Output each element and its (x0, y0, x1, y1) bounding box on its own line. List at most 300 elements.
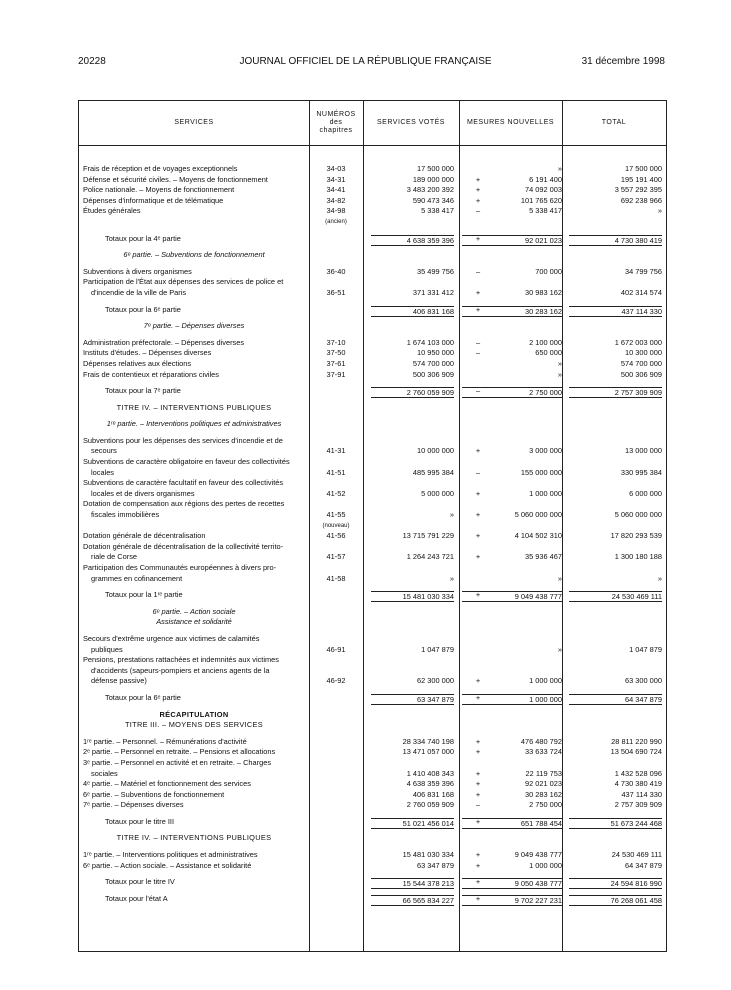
services-votes-value: 5 000 000 (421, 488, 454, 498)
row-label: Totaux pour l'état A (105, 893, 168, 903)
mesures-value: » (557, 369, 562, 379)
mesures-sign: – (475, 348, 481, 358)
mesures-value (454, 655, 562, 666)
table-row (79, 790, 666, 801)
table-row (79, 521, 666, 532)
chapter-number (309, 737, 363, 748)
table-row (79, 370, 666, 381)
total-value: 24 594 816 990 (569, 878, 662, 889)
mesures-sign: + (475, 736, 481, 746)
row-label: Études générales (83, 206, 141, 216)
chapter-number: 36-40 (326, 266, 346, 276)
services-votes-value: » (449, 510, 454, 520)
total-value: 64 347 879 (569, 694, 662, 705)
chapter-number: 41-55 (326, 510, 346, 520)
services-votes-value: 28 334 740 198 (402, 736, 454, 746)
mesures-sign: – (475, 467, 481, 477)
total-row (79, 305, 666, 316)
row-label: 6ᵉ partie. – Action sociale (152, 606, 236, 616)
mesures-sign: + (475, 195, 481, 205)
row-label: sociales (91, 768, 118, 778)
total-value: 13 000 000 (625, 446, 662, 456)
budget-table (78, 100, 667, 952)
services-votes-value (363, 542, 454, 553)
row-label: 2ᵉ partie. – Personnel en retraite. – Pensions et allocations (83, 747, 276, 757)
table-row (79, 510, 666, 521)
services-votes-value: 189 000 000 (412, 174, 454, 184)
table-row (79, 634, 666, 645)
chapter-number: 46-91 (326, 644, 346, 654)
row-label: Participation des Communautés européennes à divers pro- (83, 563, 277, 572)
services-votes-value: 3 483 200 392 (406, 185, 454, 195)
mesures-value: 651 788 454 (462, 818, 562, 829)
row-label: Subventions de caractère obligatoire en faveur des collectivités (83, 457, 290, 467)
total-value: 13 504 690 724 (610, 747, 662, 757)
row-label: riale de Corse (91, 552, 138, 562)
mesures-sign: + (475, 816, 481, 826)
services-votes-value: 10 000 000 (417, 446, 454, 456)
chapter-number: 34-31 (326, 174, 346, 184)
services-votes-value: 17 500 000 (417, 164, 454, 173)
mesures-value (454, 563, 562, 574)
row-label: d'incendie de la ville de Paris (91, 287, 187, 297)
mesures-sign: + (475, 531, 481, 541)
row-label: Administration préfectorale. – Dépenses diverses (83, 337, 245, 347)
total-value: 17 820 293 539 (610, 531, 662, 541)
row-label: Dépenses d'informatique et de télématique (83, 195, 224, 205)
table-row (79, 769, 666, 780)
row-label: TITRE III. – MOYENS DES SERVICES (124, 720, 263, 730)
services-votes-value: 406 831 168 (371, 306, 454, 317)
services-votes-value: 62 300 000 (417, 676, 454, 686)
page-number: 20228 (78, 56, 106, 67)
row-label: 1ʳᵉ partie. – Interventions politiques et administratives (83, 850, 258, 860)
mesures-value: 2 100 000 (529, 337, 562, 347)
services-votes-value: 500 306 909 (412, 369, 454, 379)
services-votes-value (363, 563, 454, 574)
mesures-sign: + (475, 893, 481, 903)
services-votes-value: 10 950 000 (417, 348, 454, 358)
table-row (79, 779, 666, 790)
services-votes-value: 51 021 456 014 (371, 818, 454, 829)
mesures-value: » (557, 358, 562, 368)
total-value (562, 666, 662, 677)
mesures-sign: + (475, 304, 481, 314)
table-row (79, 861, 666, 872)
row-label: 3ᵉ partie. – Personnel en activité et en retraite. – Charges (83, 757, 272, 767)
mesures-value: 30 283 162 (525, 789, 562, 799)
table-row (79, 758, 666, 769)
table-row (79, 348, 666, 359)
row-label: secours (91, 446, 117, 456)
services-votes-value: 4 638 359 396 (371, 235, 454, 246)
mesures-sign: + (475, 768, 481, 778)
chapter-number: 41-56 (326, 531, 346, 541)
mesures-sign: + (475, 233, 481, 243)
total-value (562, 758, 662, 769)
mesures-sign: + (475, 590, 481, 600)
header-total: TOTAL (601, 119, 627, 126)
table-row (79, 196, 666, 207)
total-value (562, 436, 662, 447)
chapter-number (309, 850, 363, 861)
mesures-value: 650 000 (535, 348, 562, 358)
mesures-value: 4 104 502 310 (514, 531, 562, 541)
mesures-sign: + (475, 174, 481, 184)
mesures-value: 30 283 162 (462, 306, 562, 317)
total-value: 10 300 000 (625, 348, 662, 358)
table-row (79, 531, 666, 542)
services-votes-value: 15 481 030 334 (371, 591, 454, 602)
services-votes-value (363, 655, 454, 666)
table-row (79, 288, 666, 299)
mesures-value: 101 765 620 (520, 195, 562, 205)
mesures-value: 3 000 000 (529, 446, 562, 456)
chapter-number (309, 457, 363, 468)
chapter-number: 41-57 (326, 552, 346, 562)
total-value: 330 995 384 (620, 467, 662, 477)
mesures-sign: + (475, 488, 481, 498)
row-label: Pensions, prestations rattachées et indemnités aux victimes (83, 655, 279, 665)
total-value: 24 530 469 111 (569, 591, 662, 602)
header-chapitres-line: NUMÉROS (316, 111, 356, 118)
row-label: locales (91, 467, 115, 477)
total-value: 76 268 061 458 (569, 895, 662, 906)
section-heading (79, 617, 666, 628)
table-row (79, 676, 666, 687)
chapter-number (309, 877, 363, 888)
mesures-value: 6 191 400 (529, 174, 562, 184)
services-votes-value (363, 457, 454, 468)
mesures-sign: + (475, 552, 481, 562)
total-value: 437 114 330 (621, 789, 662, 799)
mesures-value: 22 119 753 (525, 768, 562, 778)
mesures-value (454, 499, 562, 510)
section-heading (79, 710, 666, 721)
chapter-number (309, 590, 363, 601)
table-row (79, 737, 666, 748)
mesures-value (454, 436, 562, 447)
chapter-number: 37-91 (326, 369, 346, 379)
row-label: Frais de réception et de voyages exceptionnels (83, 164, 238, 173)
chapter-number: 41-58 (326, 573, 346, 583)
services-votes-value: 1 410 408 343 (406, 768, 454, 778)
row-label (83, 521, 309, 532)
total-value: 574 700 000 (620, 358, 662, 368)
total-value: 402 314 574 (620, 287, 662, 297)
mesures-sign: – (475, 386, 481, 396)
chapter-number (309, 790, 363, 801)
table-row (79, 457, 666, 468)
row-label: fiscales immobilières (91, 510, 160, 520)
services-votes-value: 15 481 030 334 (402, 850, 454, 860)
table-row (79, 850, 666, 861)
services-votes-value: 2 760 059 909 (406, 800, 454, 810)
section-heading (79, 720, 666, 731)
mesures-sign: + (475, 676, 481, 686)
mesures-value (454, 666, 562, 677)
total-row (79, 877, 666, 888)
services-votes-value: 1 674 103 000 (406, 337, 454, 347)
services-votes-value: 63 347 879 (371, 694, 454, 705)
row-label: Police nationale. – Moyens de fonctionnement (83, 185, 235, 195)
total-value: 3 557 292 395 (614, 185, 662, 195)
mesures-sign: + (475, 446, 481, 456)
row-label: TITRE IV. – INTERVENTIONS PUBLIQUES (116, 402, 272, 412)
total-value: » (657, 206, 662, 216)
section-heading (79, 321, 666, 332)
chapter-number: 41-52 (326, 488, 346, 498)
row-label: Dotation de compensation aux régions des pertes de recettes (83, 499, 285, 509)
mesures-value: 9 049 438 777 (514, 850, 562, 860)
mesures-value (454, 758, 562, 769)
row-label: grammes en cofinancement (91, 573, 183, 583)
row-label: Totaux pour la 1ʳᵉ partie (105, 590, 183, 600)
total-value: 4 730 380 419 (569, 235, 662, 246)
mesures-sign: + (475, 779, 481, 789)
total-value: 1 300 180 188 (614, 552, 662, 562)
services-votes-value (363, 499, 454, 510)
mesures-sign: – (475, 266, 481, 276)
total-value: 1 047 879 (629, 644, 662, 654)
row-label: Subventions de caractère facultatif en faveur des collectivités (83, 478, 284, 488)
total-value: 1 672 003 000 (614, 337, 662, 347)
row-label: 7ᵉ partie. – Dépenses diverses (143, 321, 245, 331)
header-services: SERVICES (174, 119, 214, 126)
chapter-number (309, 634, 363, 645)
mesures-value: 1 000 000 (529, 488, 562, 498)
chapter-number: 34-41 (326, 185, 346, 195)
section-heading (79, 250, 666, 261)
mesures-sign: – (475, 337, 481, 347)
total-value: 6 000 000 (629, 488, 662, 498)
total-value: 28 811 220 990 (611, 736, 662, 746)
total-value: 2 757 309 909 (614, 800, 662, 810)
chapter-number (309, 769, 363, 780)
page-date: 31 décembre 1998 (581, 56, 665, 67)
mesures-value: 92 021 023 (525, 779, 562, 789)
header-mesures-nouvelles: MESURES NOUVELLES (466, 119, 555, 126)
services-votes-value: » (449, 573, 454, 583)
chapter-number (309, 234, 363, 245)
mesures-value: 155 000 000 (520, 467, 562, 477)
row-label: Totaux pour la 6ᵉ partie (105, 304, 181, 314)
chapter-number (309, 693, 363, 704)
row-label: 6ᵉ partie. – Subventions de fonctionnement (123, 250, 265, 260)
table-row (79, 164, 666, 175)
row-spacer (79, 154, 666, 164)
total-value: 500 306 909 (620, 369, 662, 379)
table-row (79, 478, 666, 489)
chapter-number: 41-31 (326, 446, 346, 456)
total-value (562, 457, 662, 468)
total-row (79, 590, 666, 601)
table-row (79, 800, 666, 811)
table-row (79, 747, 666, 758)
services-votes-value: 5 338 417 (421, 206, 454, 216)
section-heading (79, 419, 666, 430)
mesures-value: 9 702 227 231 (462, 895, 562, 906)
services-votes-value (363, 521, 454, 532)
mesures-value: 5 338 417 (529, 206, 562, 216)
row-label: Subventions à divers organismes (83, 266, 192, 276)
chapter-number: 36-51 (326, 287, 346, 297)
services-votes-value: 1 264 243 721 (406, 552, 454, 562)
mesures-value (454, 478, 562, 489)
total-value (562, 499, 662, 510)
table-row (79, 468, 666, 479)
total-value: 195 191 400 (620, 174, 662, 184)
total-value: 1 432 528 096 (614, 768, 662, 778)
row-label: défense passive) (91, 676, 147, 686)
mesures-sign: – (475, 800, 481, 810)
total-value: 437 114 330 (569, 306, 662, 317)
section-heading (79, 607, 666, 618)
table-row (79, 206, 666, 217)
row-label: 1ʳᵉ partie. – Personnel. – Rémunérations d'activité (83, 736, 247, 746)
chapter-number (309, 894, 363, 905)
table-header (79, 101, 666, 146)
services-votes-value: 590 473 346 (412, 195, 454, 205)
services-votes-value (363, 758, 454, 769)
mesures-value: 30 983 162 (525, 287, 562, 297)
table-row (79, 645, 666, 656)
mesures-value: » (557, 644, 562, 654)
table-row (79, 655, 666, 666)
total-value (562, 217, 662, 228)
services-votes-value: 4 638 359 396 (406, 779, 454, 789)
mesures-value: » (557, 164, 562, 173)
table-row (79, 666, 666, 677)
services-votes-value (363, 217, 454, 228)
total-value (562, 563, 662, 574)
mesures-sign: – (475, 206, 481, 216)
services-votes-value: 574 700 000 (412, 358, 454, 368)
row-label: Secours d'extrême urgence aux victimes de calamités (83, 633, 260, 643)
mesures-value: 92 021 023 (462, 235, 562, 246)
chapter-number: 34-98 (326, 206, 346, 216)
chapter-number (309, 386, 363, 397)
chapter-number (309, 800, 363, 811)
table-row (79, 574, 666, 585)
table-row (79, 267, 666, 278)
table-row (79, 446, 666, 457)
mesures-value: 2 750 000 (462, 387, 562, 398)
table-row (79, 338, 666, 349)
mesures-value (454, 542, 562, 553)
services-votes-value: 406 831 168 (412, 789, 454, 799)
row-label: 7ᵉ partie. – Dépenses diverses (83, 800, 184, 810)
chapter-number (309, 817, 363, 828)
total-value: 4 730 380 419 (614, 779, 662, 789)
journal-title: JOURNAL OFFICIEL DE LA RÉPUBLIQUE FRANÇAISE (239, 56, 492, 67)
total-value: 692 238 966 (620, 195, 662, 205)
mesures-value (454, 217, 562, 228)
chapter-number (309, 478, 363, 489)
services-votes-value: 15 544 378 213 (371, 878, 454, 889)
table-row (79, 185, 666, 196)
row-label: Participation de l'État aux dépenses des services de police et (83, 277, 284, 287)
row-label: locales et de divers organismes (91, 488, 195, 498)
services-votes-value (363, 634, 454, 645)
table-row (79, 217, 666, 228)
row-label: Instituts d'études. – Dépenses diverses (83, 348, 212, 358)
mesures-value: 700 000 (535, 266, 562, 276)
row-label (83, 217, 309, 228)
row-label: Dotation générale de décentralisation de la collectivité territo- (83, 541, 284, 551)
row-label: Assistance et solidarité (156, 617, 232, 627)
row-label: 1ʳᵉ partie. – Interventions politiques et administratives (106, 419, 282, 429)
services-votes-value: 13 715 791 229 (402, 531, 454, 541)
chapter-number (309, 305, 363, 316)
row-label: 4ᵉ partie. – Matériel et fonctionnement des services (83, 779, 251, 789)
chapter-number: 37-50 (326, 348, 346, 358)
mesures-value: 5 060 000 000 (514, 510, 562, 520)
mesures-sign: + (475, 747, 481, 757)
chapter-number (309, 758, 363, 769)
total-value: 5 060 000 000 (614, 510, 662, 520)
row-label: Défense et sécurité civiles. – Moyens de fonctionnement (83, 174, 268, 184)
services-votes-value (363, 666, 454, 677)
mesures-sign: + (475, 860, 481, 870)
mesures-sign: + (475, 877, 481, 887)
mesures-value: 2 750 000 (529, 800, 562, 810)
total-value: 51 673 244 468 (569, 818, 662, 829)
services-votes-value: 2 760 059 909 (371, 387, 454, 398)
total-value: 24 530 469 111 (611, 850, 662, 860)
row-label: TITRE IV. – INTERVENTIONS PUBLIQUES (116, 833, 272, 843)
chapter-number: 41-51 (326, 467, 346, 477)
chapter-number (309, 542, 363, 553)
section-heading (79, 403, 666, 414)
chapter-number: 46-92 (326, 676, 346, 686)
table-row (79, 489, 666, 500)
mesures-value: 9 049 438 777 (462, 591, 562, 602)
chapter-number (309, 861, 363, 872)
row-label: Dotation générale de décentralisation (83, 531, 206, 541)
chapter-number (309, 666, 363, 677)
chapter-number (309, 655, 363, 666)
total-value: 2 757 309 909 (569, 387, 662, 398)
services-votes-value: 485 995 384 (412, 467, 454, 477)
chapter-number: 37-61 (326, 358, 346, 368)
row-label: Totaux pour la 4ᵉ partie (105, 233, 181, 243)
row-label: 6ᵉ partie. – Action sociale. – Assistance et solidarité (83, 860, 252, 870)
chapter-number: 34-03 (326, 164, 346, 173)
chapter-number (309, 747, 363, 758)
row-label: 6ᵉ partie. – Subventions de fonctionnement (83, 789, 225, 799)
mesures-value (454, 277, 562, 288)
header-chapitres-line: des (329, 119, 343, 126)
chapter-number (309, 563, 363, 574)
mesures-value: 476 480 792 (520, 736, 562, 746)
services-votes-value: 35 499 756 (417, 266, 454, 276)
mesures-value: 1 000 000 (462, 694, 562, 705)
services-votes-value: 66 565 834 227 (371, 895, 454, 906)
total-row (79, 817, 666, 828)
table-row (79, 542, 666, 553)
mesures-sign: + (475, 850, 481, 860)
row-label: Totaux pour le titre IV (105, 877, 175, 887)
total-value (562, 655, 662, 666)
chapter-number: 37-10 (326, 337, 346, 347)
mesures-sign: + (475, 510, 481, 520)
row-label: publiques (91, 644, 123, 654)
table-row (79, 175, 666, 186)
chapter-number (309, 436, 363, 447)
total-value (562, 634, 662, 645)
chapter-number: (nouveau) (322, 522, 350, 529)
